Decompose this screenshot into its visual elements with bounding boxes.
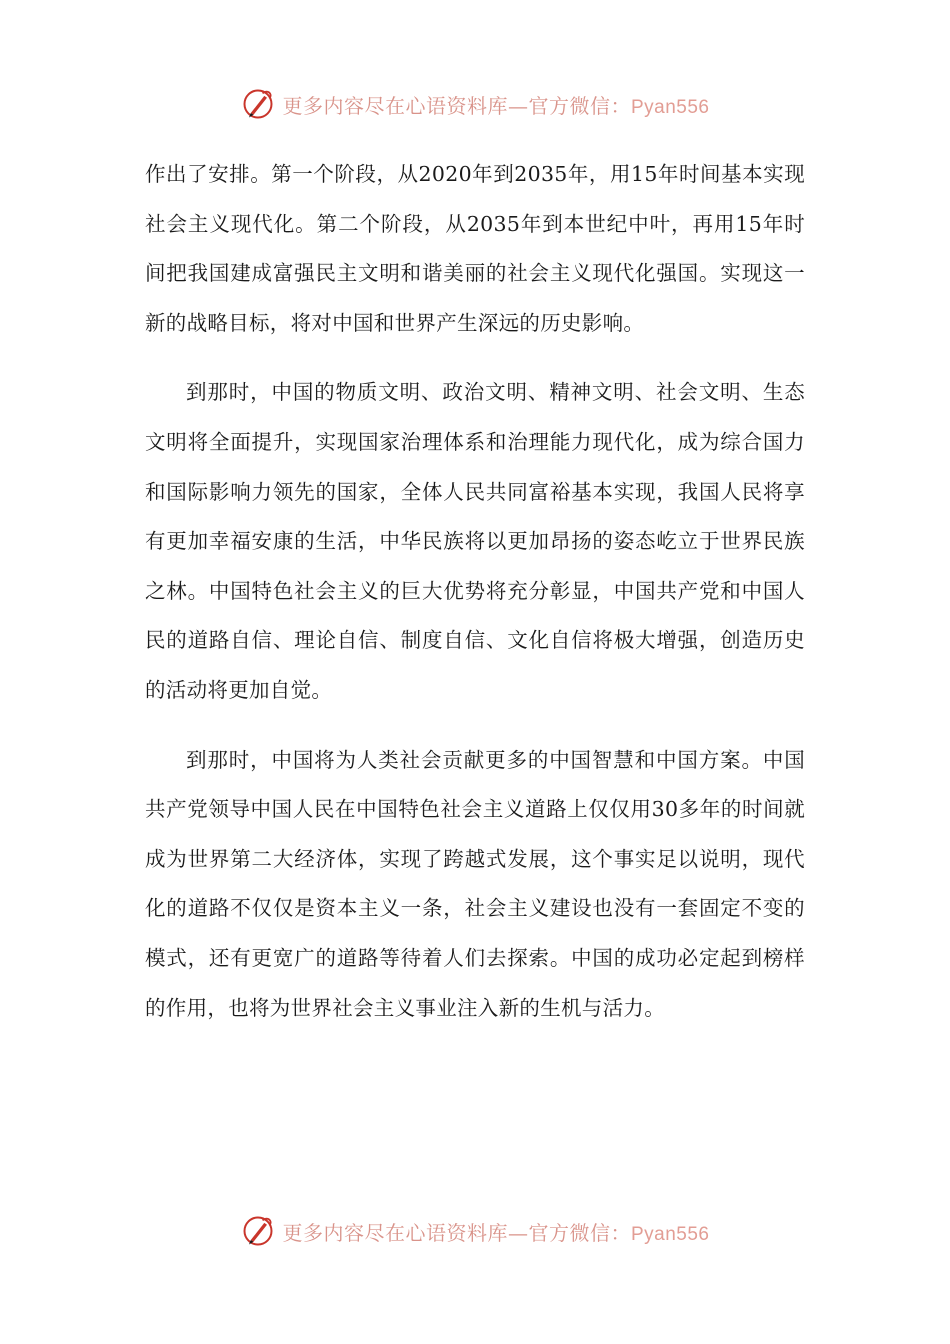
footer-banner-text xyxy=(282,1217,709,1246)
paragraph-2: 到那时，中国的物质文明、政治文明、精神文明、社会文明、生态文明将全面提升，实现国家治理体系和治理能力现代化，成为综合国力和国际影响力领先的国家，全体人民共同富裕基本实现，我国人民将享有更加幸福安康的生活，中华民族将以更加昂扬的姿态屹立于世界民族之林。中国特色社会主义的巨大优势将充分彰显，中国共产党和中国人民的道路自信、理论自信、制度自信、文化自信将极大增强，创造历史的活动将更加自觉。 xyxy=(145,380,805,702)
footer-banner-label: 更多内容尽在心语资料库—官方微信： xyxy=(282,1220,631,1245)
footer-wechat-id: Pyan556 xyxy=(630,1223,710,1245)
paragraph-3: 到那时，中国将为人类社会贡献更多的中国智慧和中国方案。中国共产党领导中国人民在中国特色社会主义道路上仅仅用30多年的时间就成为世界第二大经济体，实现了跨越式发展，这个事实足以说明，现代化的道路不仅仅是资本主义一条，社会主义建设也没有一套固定不变的模式，还有更宽广的道路等待着人们去探索。中国的成功必定起到榜样的作用，也将为世界社会主义事业注入新的生机与活力。 xyxy=(145,747,805,1020)
pen-logo-icon xyxy=(240,86,276,122)
footer-banner xyxy=(0,1211,950,1251)
header-banner-text xyxy=(282,90,709,119)
header-banner-label: 更多内容尽在心语资料库—官方微信： xyxy=(282,93,631,118)
document-body xyxy=(145,150,805,1033)
paragraph-1: 作出了安排。第一个阶段，从2020年到2035年，用15年时间基本实现社会主义现代化。第二个阶段，从2035年到本世纪中叶，再用15年时间把我国建成富强民主文明和谐美丽的社会主义现代化强国。实现这一新的战略目标，将对中国和世界产生深远的历史影响。 xyxy=(145,162,805,335)
header-wechat-id: Pyan556 xyxy=(630,96,710,118)
pen-logo-icon xyxy=(240,1213,276,1249)
header-banner xyxy=(0,84,950,124)
